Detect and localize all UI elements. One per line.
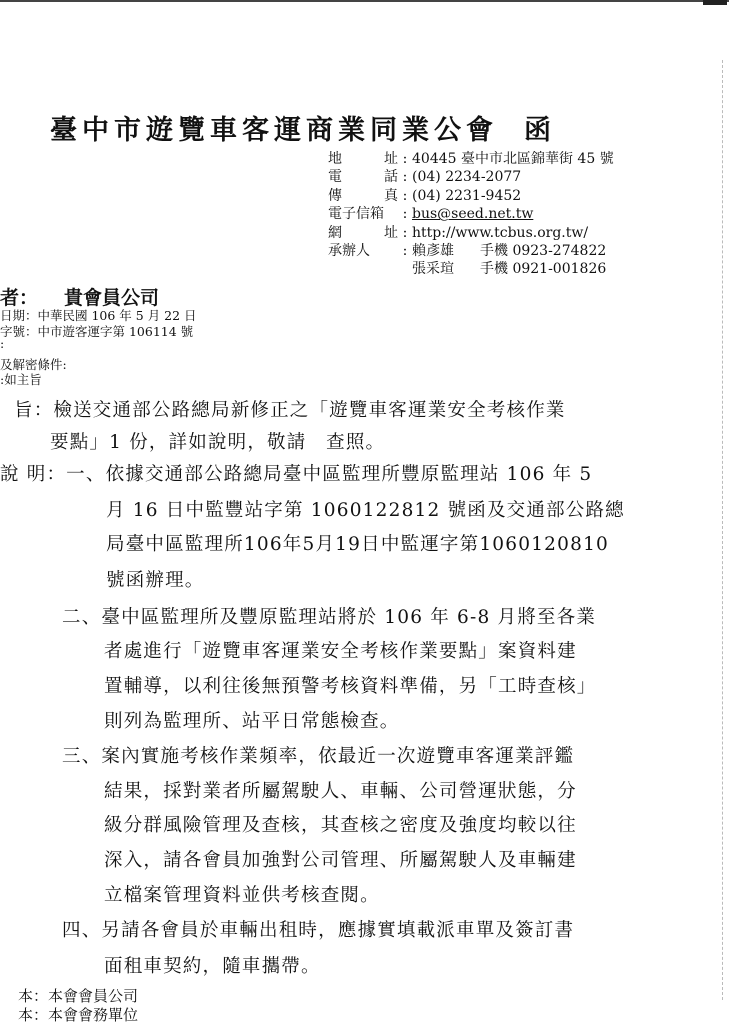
explanation-item1-line1: 說 明：一、依據交通部公路總局臺中區監理所豐原監理站 106 年 5 <box>0 464 593 485</box>
address-label: 地 址 <box>328 151 398 167</box>
web-row: 網 址 : http://www.tcbus.org.tw/ <box>328 224 589 241</box>
scan-right-edge <box>721 60 723 1000</box>
letterhead-title <box>50 108 556 147</box>
explanation-item2-line3: 置輔導，以利往後無預警考核資料準備，另「工時查核」 <box>104 676 597 697</box>
handler-row: 承辦人 : 賴彥雄 手機 0923-274822 <box>328 243 607 260</box>
explanation-item4-line2: 面租車契約，隨車攜帶。 <box>104 956 321 977</box>
blank-field: : <box>0 336 5 351</box>
web-label: 網 址 <box>328 224 398 241</box>
handler2-row <box>328 260 614 278</box>
address-value: 40445 臺中市北區錦華街 45 號 <box>412 151 614 167</box>
fax-value: (04) 2231-9452 <box>412 187 522 204</box>
phone-value: (04) 2234-2077 <box>412 169 522 186</box>
explanation-item3-line5: 立檔案管理資料並供考核查閱。 <box>104 885 380 906</box>
explanation-item3-line1: 三、案內實施考核作業頻率，依最近一次遊覽車客運業評鑑 <box>62 746 575 767</box>
contact-block <box>328 150 614 279</box>
cc-line-2: 本：本會會務單位 <box>18 1006 139 1024</box>
doc-number: 字號：中市遊客運字第 106114 號 <box>0 324 194 339</box>
web-link[interactable]: http://www.tcbus.org.tw/ <box>412 224 589 241</box>
declassification-value: :如主旨 <box>0 372 42 387</box>
explanation-item2-line2: 者處進行「遊覽車客運業安全考核作業要點」案資料建 <box>104 641 577 662</box>
explanation-item3-line3: 級分群風險管理及查核，其查核之密度及強度均較以往 <box>104 815 577 836</box>
address-row: 地 址 : 40445 臺中市北區錦華街 45 號 <box>328 151 614 167</box>
handler1-name: 賴彥雄 <box>412 243 454 260</box>
fax-row: 傳 真 : (04) 2231-9452 <box>328 187 522 204</box>
scan-top-edge <box>0 0 729 2</box>
handler2-name: 張采瑄 <box>412 261 454 278</box>
explanation-item4-line1: 四、另請各會員於車輛出租時，應據實填載派車單及簽訂書 <box>62 920 575 941</box>
association-name: 臺中市遊覽車客運商業同業公會 <box>50 115 498 146</box>
email-label: 電子信箱 <box>328 206 384 223</box>
explanation-item1-line2: 月 16 日中監豐站字第 1060122812 號函及交通部公路總 <box>106 500 625 521</box>
explanation-item3-line2: 結果，採對業者所屬駕駛人、車輛、公司營運狀態，分 <box>104 781 577 802</box>
email-link[interactable]: bus@seed.net.tw <box>412 206 534 223</box>
scan-corner-mark <box>703 0 727 5</box>
handler2-mobile: 手機 0921-001826 <box>480 261 607 278</box>
email-row: 電子信箱 : bus@seed.net.tw <box>328 206 534 223</box>
explanation-item1-line3: 局臺中區監理所106年5月19日中監運字第1060120810 <box>106 534 610 555</box>
declassification-label: 及解密條件: <box>0 357 67 372</box>
subject-line-1: 旨：檢送交通部公路總局新修正之「遊覽車客運業安全考核作業 <box>14 400 566 421</box>
doc-type-label: 函 <box>524 115 556 146</box>
recipient-label: 者： <box>0 287 39 309</box>
explanation-item2-line1: 二、臺中區監理所及豐原監理站將於 106 年 6-8 月將至各業 <box>62 607 597 628</box>
explanation-item2-line4: 則列為監理所、站平日常態檢查。 <box>104 711 400 732</box>
handler-label: 承辦人 <box>328 243 370 260</box>
subject-line-2: 要點」1 份，詳如說明，敬請 查照。 <box>50 432 386 453</box>
fax-label: 傳 真 <box>328 187 398 204</box>
issue-date: 日期：中華民國 106 年 5 月 22 日 <box>0 308 197 323</box>
cc-line-1: 本：本會會員公司 <box>18 987 139 1005</box>
handler1-mobile: 手機 0923-274822 <box>480 243 607 260</box>
phone-label: 電 話 <box>328 169 398 186</box>
recipient-value: 貴會員公司 <box>64 287 160 309</box>
phone-row: 電 話 : (04) 2234-2077 <box>328 169 522 186</box>
explanation-item1-line4: 號函辦理。 <box>106 570 205 591</box>
explanation-item3-line4: 深入，請各會員加強對公司管理、所屬駕駛人及車輛建 <box>104 850 577 871</box>
